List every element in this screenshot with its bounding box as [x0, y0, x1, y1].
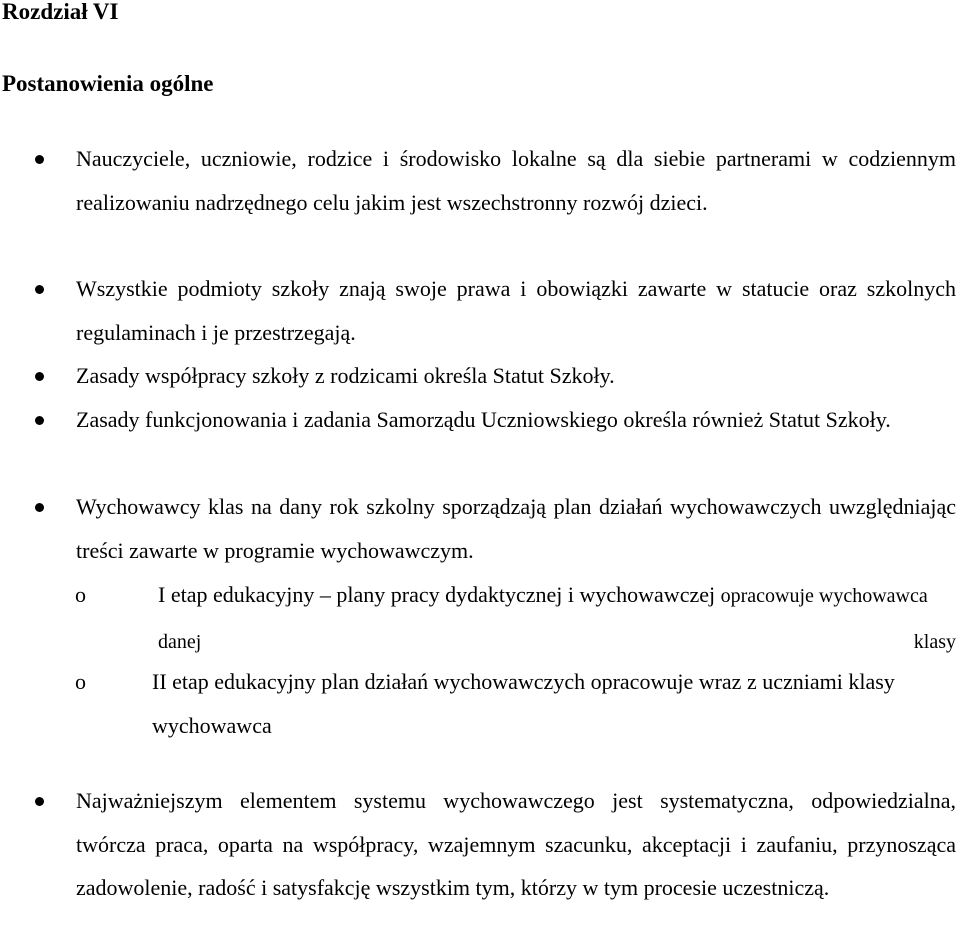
bullet-icon — [35, 155, 44, 164]
bullet-icon — [35, 503, 44, 512]
sub-item-text-small: opracowuje wychowawca danej klasy — [158, 585, 956, 653]
list-item: Najważniejszym elementem systemu wychowawczego jest systematyczna, odpowiedzialna, twórcza praca, oparta na współpracy, wzajemnym szacunku, akceptacji i zaufaniu, przynosząca zadowolenie, radość i satysfakcję wszystkim tym, którzy w tym procesie uczestniczą. — [76, 788, 956, 900]
list-item: Zasady współpracy szkoły z rodzicami określa Statut Szkoły. — [76, 363, 615, 388]
chapter-title: Rozdział VI — [2, 0, 119, 24]
bullet-icon — [35, 416, 44, 425]
list-item: Wszystkie podmioty szkoły znają swoje prawa i obowiązki zawarte w statucie oraz szkolnych regulaminach i je przestrzegają. — [76, 276, 956, 345]
sub-bullet-icon: o — [75, 669, 86, 694]
bullet-icon — [35, 372, 44, 381]
sub-list-item: II etap edukacyjny plan działań wychowawczych opracowuje wraz z uczniami klasy wychowawca — [152, 669, 895, 738]
sub-list-item — [152, 573, 956, 664]
section-title: Postanowienia ogólne — [2, 71, 214, 96]
sub-bullet-icon: o — [75, 582, 86, 607]
list-item: Zasady funkcjonowania i zadania Samorządu Uczniowskiego określa również Statut Szkoły. — [76, 407, 891, 432]
list-item: Wychowawcy klas na dany rok szkolny sporządzają plan działań wychowawczych uwzględniając treści zawarte w programie wychowawczym. — [76, 494, 956, 563]
list-item: Nauczyciele, uczniowie, rodzice i środowisko lokalne są dla siebie partnerami w codziennym realizowaniu nadrzędnego celu jakim jest wszechstronny rozwój dzieci. — [76, 146, 956, 215]
sub-item-text: I etap edukacyjny – plany pracy dydaktycznej i wychowawczej — [158, 582, 716, 607]
bullet-icon — [35, 797, 44, 806]
sub-item-line — [152, 573, 956, 664]
bullet-icon — [35, 285, 44, 294]
